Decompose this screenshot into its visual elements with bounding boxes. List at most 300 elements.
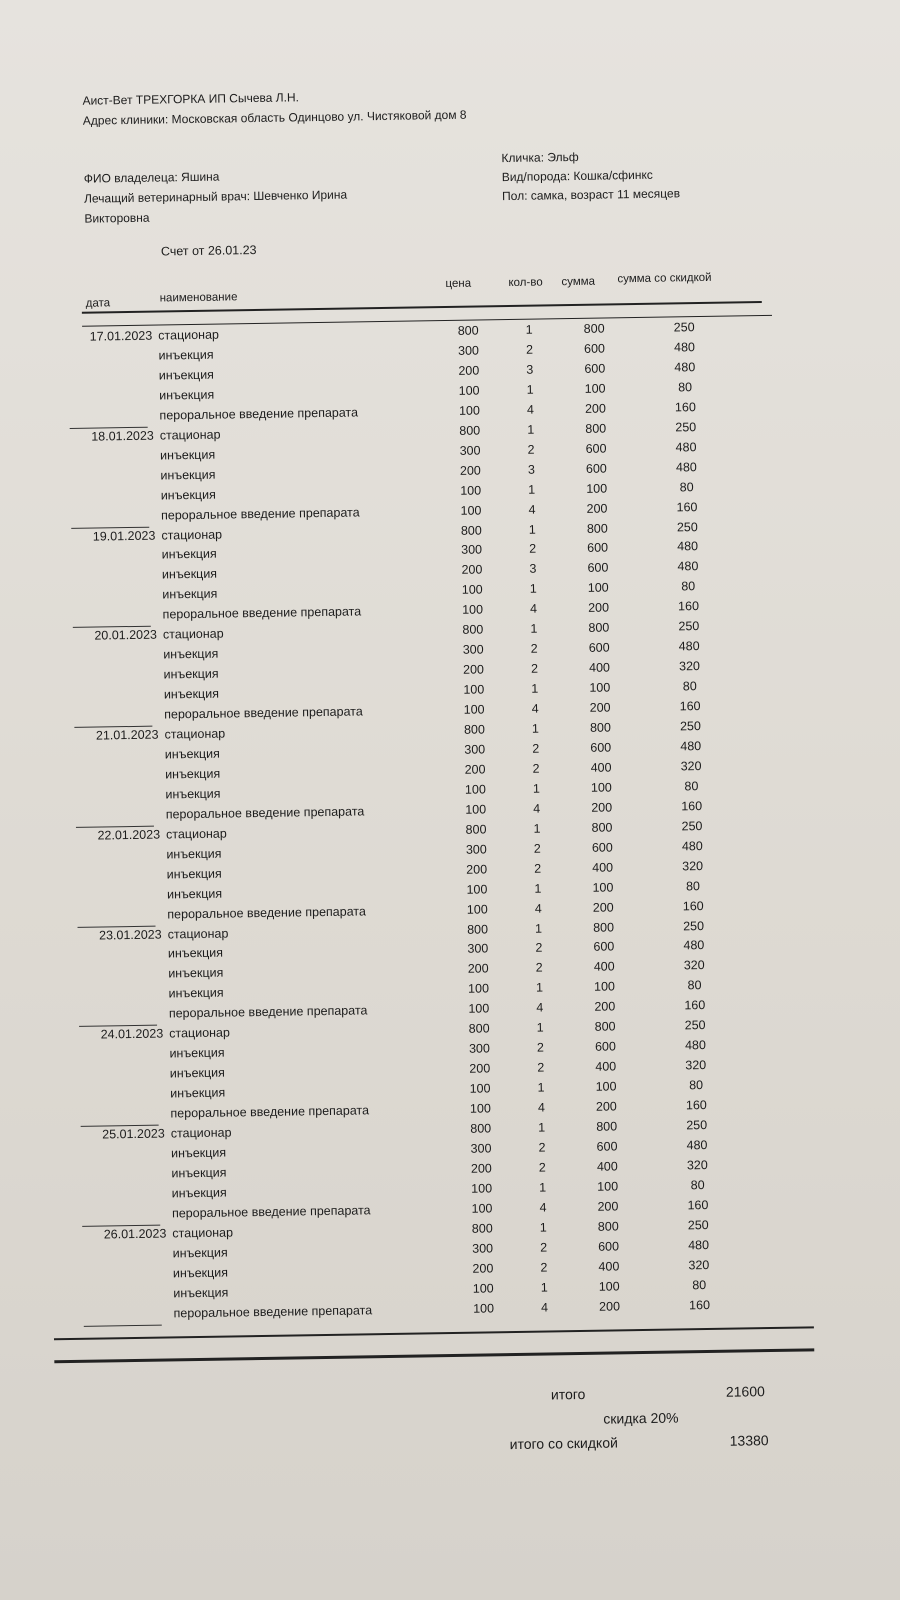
row-name: инъекция (167, 946, 224, 961)
row-disc: 480 (680, 738, 702, 754)
row-qty: 1 (540, 1280, 548, 1295)
row-price: 100 (462, 602, 484, 618)
row-qty: 1 (526, 382, 534, 397)
row-qty: 3 (527, 462, 535, 477)
row-price: 100 (473, 1300, 495, 1316)
row-sum: 200 (589, 700, 611, 715)
row-price: 300 (468, 1041, 491, 1056)
row-date (76, 548, 156, 549)
row-date (73, 408, 153, 409)
row-date (84, 1067, 164, 1068)
row-disc: 480 (686, 1137, 708, 1153)
row-name: инъекция (161, 547, 217, 562)
row-date (74, 468, 154, 469)
owner-name: ФИО владелеца: Яшина (83, 169, 220, 186)
row-price: 100 (461, 582, 483, 598)
row-disc: 320 (685, 1058, 707, 1073)
pet-sex-age: Пол: самка, возраст 11 месяцев (501, 186, 681, 204)
row-disc: 320 (678, 659, 701, 674)
row-date (81, 867, 161, 868)
row-disc: 250 (681, 818, 703, 834)
row-price: 200 (466, 862, 488, 877)
row-qty: 2 (527, 442, 535, 457)
row-date: 26.01.2023 (103, 1226, 167, 1242)
row-disc: 480 (683, 938, 705, 953)
row-name: стационар (159, 427, 221, 443)
row-price: 800 (465, 822, 487, 837)
totals-rule (54, 1348, 814, 1363)
row-qty: 2 (535, 960, 543, 976)
row-sum: 800 (585, 421, 607, 436)
row-date (80, 807, 160, 808)
total-value: 21600 (725, 1383, 765, 1400)
row-date (81, 907, 161, 908)
row-sum: 800 (593, 919, 615, 935)
row-date: 21.01.2023 (95, 727, 159, 743)
row-name: стационар (162, 626, 224, 642)
col-sum: сумма (561, 275, 596, 289)
row-date (87, 1266, 167, 1267)
row-price: 300 (465, 842, 487, 857)
row-date (79, 748, 159, 749)
row-date (83, 1007, 163, 1008)
row-price: 100 (467, 981, 490, 997)
row-disc: 480 (684, 1038, 706, 1053)
row-disc: 250 (679, 719, 701, 734)
row-name: инъекция (168, 965, 224, 981)
row-disc: 160 (682, 898, 704, 913)
row-sum: 200 (598, 1298, 621, 1314)
row-qty: 4 (540, 1300, 549, 1315)
row-disc: 320 (686, 1157, 708, 1173)
row-price: 200 (462, 662, 485, 677)
row-sum: 100 (593, 979, 616, 995)
row-qty: 1 (535, 980, 544, 996)
row-disc: 80 (679, 479, 694, 494)
row-price: 100 (471, 1201, 493, 1216)
row-price: 100 (469, 1081, 491, 1096)
row-date (72, 349, 152, 350)
row-sum: 100 (595, 1079, 617, 1094)
row-date: 24.01.2023 (100, 1026, 164, 1042)
row-name: инъекция (166, 866, 222, 882)
row-price: 200 (470, 1161, 492, 1176)
row-disc: 160 (679, 699, 701, 714)
row-name: пероральное введение препарата (159, 405, 359, 423)
row-sum: 600 (587, 540, 609, 556)
row-sum: 100 (590, 780, 612, 795)
row-disc: 320 (683, 958, 705, 973)
row-name: инъекция (165, 786, 221, 802)
row-disc: 250 (686, 1118, 708, 1133)
row-disc: 80 (690, 1177, 705, 1193)
row-qty: 1 (536, 1020, 544, 1035)
row-sum: 100 (598, 1279, 620, 1294)
row-name: инъекция (171, 1165, 227, 1181)
row-disc: 160 (681, 798, 703, 814)
row-disc: 250 (687, 1217, 709, 1233)
row-sum: 600 (594, 1039, 616, 1054)
row-price: 100 (468, 1001, 490, 1017)
row-disc: 80 (678, 380, 693, 395)
row-qty: 4 (534, 901, 542, 916)
row-sum: 800 (583, 321, 605, 336)
row-date (85, 1166, 165, 1167)
row-name: пероральное введение препарата (160, 504, 360, 523)
row-qty: 2 (525, 342, 534, 357)
row-sum: 600 (585, 461, 607, 476)
row-qty: 2 (532, 741, 540, 756)
total-disc-value: 13380 (729, 1432, 769, 1449)
row-qty: 1 (532, 781, 540, 796)
row-name: инъекция (164, 746, 220, 762)
row-date (79, 767, 159, 768)
row-qty: 1 (528, 482, 536, 497)
clinic-name: Аист-Вет ТРЕХГОРКА ИП Сычева Л.Н. (82, 90, 300, 108)
row-date (82, 987, 162, 988)
row-price: 300 (461, 542, 483, 558)
row-disc: 250 (675, 419, 697, 435)
row-qty: 3 (526, 362, 534, 377)
row-price: 800 (462, 622, 484, 638)
row-sum: 100 (584, 381, 606, 396)
row-price: 100 (458, 383, 480, 398)
row-name: инъекция (161, 567, 218, 582)
row-qty: 1 (534, 881, 542, 896)
row-disc: 160 (674, 399, 696, 415)
row-disc: 320 (680, 758, 702, 774)
row-date: 17.01.2023 (89, 328, 153, 344)
row-disc: 80 (689, 1078, 704, 1093)
row-name: инъекция (160, 447, 216, 463)
date-separator (84, 1324, 162, 1326)
row-price: 300 (462, 642, 484, 657)
row-name: пероральное введение препарата (170, 1103, 370, 1121)
row-name: пероральное введение препарата (164, 704, 363, 722)
row-qty: 1 (539, 1180, 547, 1195)
row-price: 100 (472, 1280, 494, 1296)
row-date: 18.01.2023 (91, 428, 154, 444)
row-disc: 160 (678, 599, 700, 614)
row-sum: 800 (589, 720, 611, 735)
row-price: 100 (464, 782, 486, 797)
row-name: инъекция (169, 1065, 225, 1081)
row-disc: 80 (681, 579, 696, 594)
row-sum: 600 (596, 1139, 618, 1154)
row-date: 22.01.2023 (97, 827, 161, 843)
row-sum: 800 (588, 620, 610, 636)
row-qty: 1 (533, 821, 541, 836)
row-price: 800 (463, 722, 485, 737)
discount-label: скидка 20% (603, 1409, 679, 1427)
row-sum: 200 (586, 501, 608, 516)
row-price: 800 (468, 1021, 490, 1036)
row-name: стационар (165, 826, 227, 842)
row-disc: 480 (677, 559, 699, 574)
row-price: 100 (458, 403, 480, 418)
row-qty: 2 (540, 1260, 548, 1275)
row-qty: 2 (536, 1040, 545, 1055)
row-date (76, 568, 156, 569)
row-qty: 1 (539, 1220, 547, 1235)
row-disc: 320 (688, 1257, 710, 1272)
row-date (77, 648, 157, 649)
row-name: инъекция (159, 387, 215, 403)
row-price: 200 (472, 1261, 494, 1276)
row-qty: 1 (528, 522, 536, 537)
row-qty: 1 (527, 422, 535, 437)
row-qty: 1 (535, 921, 543, 936)
row-disc: 160 (688, 1297, 711, 1312)
row-sum: 400 (596, 1159, 618, 1174)
row-qty: 4 (529, 601, 538, 617)
row-qty: 4 (537, 1100, 545, 1115)
row-price: 100 (460, 483, 482, 498)
row-name: пероральное введение препарата (167, 903, 366, 922)
row-date (82, 967, 162, 968)
row-date (86, 1186, 166, 1187)
row-name: инъекция (172, 1245, 228, 1261)
row-disc: 320 (682, 858, 704, 874)
row-date (86, 1206, 166, 1207)
row-date (73, 388, 153, 389)
row-qty: 4 (539, 1200, 547, 1215)
row-sum: 600 (588, 640, 610, 656)
row-name: пероральное введение препарата (165, 804, 365, 822)
row-disc: 480 (675, 439, 697, 455)
row-qty: 1 (538, 1120, 546, 1135)
row-name: инъекция (166, 886, 223, 902)
row-price: 300 (459, 443, 481, 458)
row-name: стационар (161, 527, 223, 543)
row-disc: 80 (682, 679, 697, 694)
row-price: 200 (467, 961, 489, 977)
row-disc: 80 (685, 878, 701, 893)
pet-species: Вид/порода: Кошка/сфинкс (501, 167, 653, 185)
row-qty: 1 (529, 581, 537, 597)
row-price: 100 (466, 882, 488, 897)
row-name: пероральное введение препарата (168, 1003, 368, 1021)
row-price: 800 (467, 921, 489, 937)
row-disc: 80 (687, 978, 702, 993)
pet-name: Кличка: Эльф (501, 149, 579, 166)
row-name: инъекция (168, 985, 224, 1001)
row-qty: 2 (534, 861, 542, 876)
row-disc: 160 (676, 499, 698, 514)
row-sum: 800 (596, 1119, 618, 1134)
row-price: 800 (460, 522, 482, 538)
row-price: 100 (469, 1101, 491, 1116)
row-name: инъекция (163, 686, 220, 702)
col-price: цена (445, 277, 472, 291)
row-sum: 200 (592, 900, 614, 915)
vet-name-cont: Викторовна (84, 210, 150, 226)
row-date (74, 448, 154, 449)
row-qty: 2 (529, 542, 537, 557)
row-disc: 250 (684, 1018, 706, 1033)
row-qty: 2 (535, 941, 543, 956)
row-date (84, 1107, 164, 1108)
row-name: инъекция (160, 487, 216, 503)
row-disc: 160 (684, 998, 706, 1013)
row-sum: 100 (587, 580, 609, 596)
row-qty: 2 (532, 761, 540, 776)
row-price: 800 (457, 323, 479, 338)
row-qty: 1 (531, 721, 540, 736)
row-price: 300 (467, 941, 489, 957)
row-name: инъекция (158, 367, 215, 383)
row-date (76, 588, 156, 589)
row-qty: 4 (528, 502, 536, 517)
row-disc: 480 (678, 639, 700, 654)
row-date (80, 847, 160, 848)
row-price: 800 (471, 1221, 493, 1236)
clinic-address: Адрес клиники: Московская область Одинцово ул. Чистяковой дом 8 (82, 107, 467, 128)
row-name: инъекция (170, 1085, 226, 1101)
total-label: итого (550, 1385, 586, 1403)
col-disc: сумма со скидкой (617, 271, 712, 286)
row-disc: 250 (673, 320, 695, 335)
row-sum: 800 (591, 820, 613, 835)
row-qty: 1 (537, 1080, 545, 1095)
row-name: инъекция (162, 586, 218, 602)
row-name: инъекция (163, 666, 219, 682)
row-date (78, 708, 158, 709)
row-price: 100 (460, 503, 482, 518)
row-date: 23.01.2023 (98, 927, 162, 943)
row-price: 800 (459, 423, 481, 438)
row-date (73, 369, 153, 370)
col-name: наименование (159, 291, 238, 305)
invoice-title: Счет от 26.01.23 (160, 242, 257, 259)
row-disc: 160 (687, 1197, 709, 1213)
row-price: 300 (457, 343, 480, 358)
row-price: 300 (470, 1141, 492, 1156)
row-disc: 80 (692, 1277, 707, 1292)
row-date (83, 1047, 163, 1048)
row-disc: 80 (684, 778, 699, 794)
row-sum: 600 (598, 1239, 620, 1254)
row-name: инъекция (158, 347, 214, 363)
row-sum: 200 (594, 999, 616, 1015)
row-disc: 480 (673, 340, 696, 355)
row-sum: 800 (586, 521, 608, 536)
row-qty: 2 (530, 641, 538, 656)
col-qty: кол-во (508, 276, 543, 290)
row-name: стационар (164, 726, 226, 742)
row-price: 100 (463, 682, 485, 697)
row-name: стационар (169, 1025, 230, 1041)
row-price: 800 (470, 1121, 492, 1136)
row-qty: 3 (529, 562, 537, 577)
row-disc: 480 (688, 1237, 710, 1253)
row-date (75, 508, 155, 509)
row-sum: 400 (592, 860, 614, 875)
row-sum: 200 (588, 600, 610, 616)
row-sum: 200 (591, 800, 613, 815)
row-sum: 600 (585, 441, 607, 456)
row-date (77, 608, 157, 609)
row-name: стационар (167, 926, 229, 941)
row-name: пероральное введение препарата (162, 604, 362, 622)
row-sum: 100 (589, 680, 611, 695)
row-date (81, 887, 161, 888)
row-price: 200 (461, 562, 483, 578)
row-price: 100 (471, 1181, 493, 1196)
row-name: инъекция (166, 846, 222, 862)
row-name: пероральное введение препарата (173, 1302, 373, 1320)
row-qty: 4 (536, 1000, 544, 1015)
row-name: стационар (170, 1125, 232, 1141)
row-sum: 200 (595, 1099, 617, 1114)
row-sum: 600 (583, 341, 606, 356)
row-date: 19.01.2023 (92, 528, 156, 544)
row-name: инъекция (169, 1045, 225, 1061)
row-disc: 250 (678, 619, 700, 634)
row-qty: 2 (538, 1160, 546, 1175)
row-sum: 400 (588, 660, 611, 675)
row-qty: 1 (525, 322, 533, 337)
row-price: 200 (459, 463, 481, 478)
row-qty: 2 (538, 1140, 546, 1155)
row-sum: 600 (591, 840, 613, 855)
row-qty: 2 (540, 1240, 548, 1255)
row-disc: 250 (683, 918, 705, 933)
row-price: 200 (458, 363, 480, 378)
row-name: стационар (158, 327, 220, 343)
row-date (87, 1286, 167, 1287)
row-date (87, 1306, 167, 1307)
row-date (82, 947, 162, 948)
col-date: дата (85, 297, 111, 310)
row-qty: 4 (531, 701, 539, 716)
row-sum: 800 (594, 1019, 616, 1035)
row-disc: 480 (681, 838, 703, 854)
row-name: инъекция (160, 467, 216, 483)
row-sum: 400 (593, 959, 615, 975)
row-disc: 480 (675, 459, 697, 475)
row-name: инъекция (172, 1265, 229, 1281)
row-qty: 1 (530, 621, 538, 636)
row-name: инъекция (163, 646, 219, 662)
row-date (84, 1087, 164, 1088)
row-sum: 100 (597, 1179, 619, 1194)
row-disc: 480 (674, 359, 696, 375)
row-name: инъекция (173, 1285, 229, 1301)
vet-name: Лечащий ветеринарный врач: Шевченко Ирина (83, 187, 348, 206)
row-sum: 100 (592, 880, 614, 895)
row-date (77, 668, 157, 669)
row-qty: 4 (526, 402, 535, 417)
row-sum: 600 (584, 361, 606, 376)
row-sum: 400 (598, 1259, 620, 1274)
row-price: 100 (465, 802, 487, 817)
row-sum: 200 (584, 401, 606, 416)
total-disc-label: итого со скидкой (509, 1434, 618, 1453)
row-sum: 800 (597, 1219, 619, 1234)
row-qty: 4 (533, 801, 541, 816)
row-sum: 400 (595, 1059, 617, 1074)
row-sum: 400 (590, 760, 612, 775)
row-disc: 250 (676, 519, 698, 534)
row-date (75, 488, 155, 489)
row-qty: 1 (531, 681, 539, 696)
row-qty: 2 (530, 661, 539, 676)
row-date: 20.01.2023 (94, 627, 158, 643)
row-sum: 600 (590, 740, 612, 755)
row-qty: 2 (537, 1060, 545, 1075)
row-price: 200 (469, 1061, 491, 1076)
